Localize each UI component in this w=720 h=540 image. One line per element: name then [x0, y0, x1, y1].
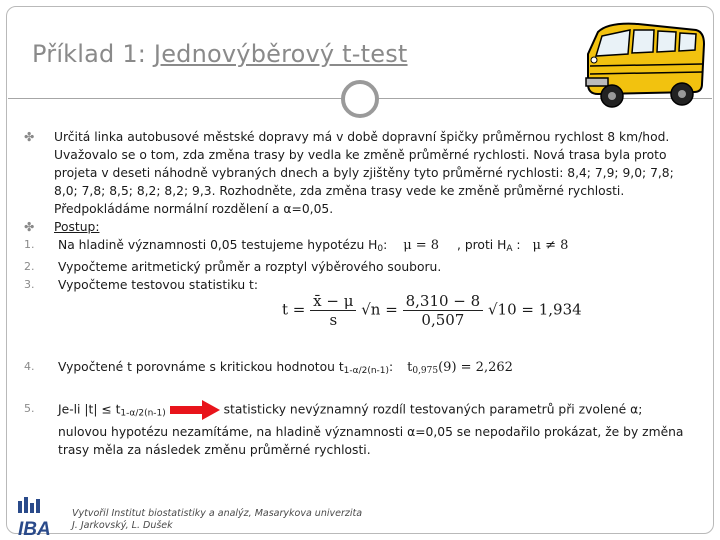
h0-formula: μ = 8: [403, 238, 440, 253]
step-1-text: Na hladině významnosti 0,05 testujeme hypotézu H: [58, 238, 378, 252]
step-3: [24, 276, 694, 294]
intro-paragraph: [24, 128, 694, 218]
footer-line-1: Vytvořil Institut biostatistiky a analýz, Masarykova univerzita: [72, 508, 363, 519]
title-link[interactable]: Jednovýběrový t-test: [153, 40, 408, 68]
eq-t: t =: [282, 300, 306, 319]
title-prefix: Příklad 1:: [32, 40, 154, 68]
svg-text:IBA: IBA: [18, 519, 51, 540]
critical-t-subscript: 0,975: [412, 366, 439, 376]
step-1-versus: , proti H: [457, 238, 507, 252]
step-number: 4.: [24, 360, 35, 373]
bus-image: [578, 14, 708, 114]
ha-formula: μ ≠ 8: [532, 238, 569, 253]
step-number: 5.: [24, 402, 35, 415]
step-4-colon: :: [389, 360, 394, 374]
eq-numerator-2: 8,310 − 8: [403, 292, 484, 311]
eq-denominator-2: 0,507: [421, 311, 465, 329]
right-arrow-icon: [170, 400, 220, 420]
ha-subscript: A: [506, 244, 513, 254]
step-4-text: Vypočtené t porovnáme s kritickou hodnotou t: [58, 360, 344, 374]
slide-body: [24, 128, 694, 459]
step-5-text: statisticky nevýznamný rozdíl testovaných parametrů při zvolené α; nulovou hypotézu nezamítáme, na hladině významnosti α=0,05 se nepodařilo prokázat, že by změna trasy měla za následek změnu průměrné rychlosti.: [58, 402, 684, 457]
step-number: 1.: [24, 238, 35, 251]
footer: [72, 508, 362, 532]
eq-numerator: x̄ − μ: [310, 292, 356, 311]
eq-fraction-1: [310, 292, 356, 329]
bullet-icon: ✤: [24, 130, 35, 144]
t-statistic-equation: [282, 292, 694, 350]
step-5-subscript: 1-α/2(n-1): [120, 408, 166, 419]
step-number: 3.: [24, 278, 35, 291]
divider-ring: [341, 80, 379, 118]
critical-t: t: [407, 360, 413, 375]
step-5-condition: Je-li |t| ≤ t: [58, 402, 121, 417]
eq-denominator: s: [329, 311, 338, 329]
step-2: [24, 258, 694, 276]
step-1-colon2: :: [512, 238, 521, 252]
step-5: [24, 400, 694, 459]
postup-label: Postup:: [54, 220, 100, 234]
intro-text: Určitá linka autobusové městské dopravy má v době dopravní špičky průměrnou rychlost 8 km/hod. Uvažovalo se o tom, zda změna trasy by vedla ke změně průměrné rychlosti. Nová trasa byla proto projeta v deseti náhodně vybraných dnech a byly zjištěny tyto průměrné rychlosti: 8,4; 7,9; 9,0; 7,8; 8,0; 7,8; 8,5; 8,2; 8,2; 9,3. Rozhodněte, zda změna trasy vede ke změně průměrné rychlosti. Předpokládáme normální rozdělení a α=0,05.: [54, 130, 674, 216]
bullet-icon: ✤: [24, 220, 35, 234]
postup-heading: [24, 218, 694, 236]
iba-logo: [16, 495, 66, 540]
h0-subscript: 0: [377, 244, 384, 254]
step-1-colon: :: [383, 238, 388, 252]
footer-line-2: J. Jarkovský, L. Dušek: [72, 520, 173, 531]
step-3-text: Vypočteme testovou statistiku t:: [58, 278, 258, 292]
step-1: [24, 236, 694, 258]
step-4: [24, 358, 694, 380]
critical-t-value: (9) = 2,262: [438, 360, 513, 375]
slide-title: [32, 40, 408, 68]
eq-sqrt-n: √n =: [361, 300, 398, 319]
eq-fraction-2: [403, 292, 484, 329]
step-2-text: Vypočteme aritmetický průměr a rozptyl výběrového souboru.: [58, 260, 442, 274]
step-4-subscript: 1-α/2(n-1): [343, 366, 390, 376]
step-number: 2.: [24, 260, 35, 273]
eq-result: √10 = 1,934: [487, 300, 582, 319]
